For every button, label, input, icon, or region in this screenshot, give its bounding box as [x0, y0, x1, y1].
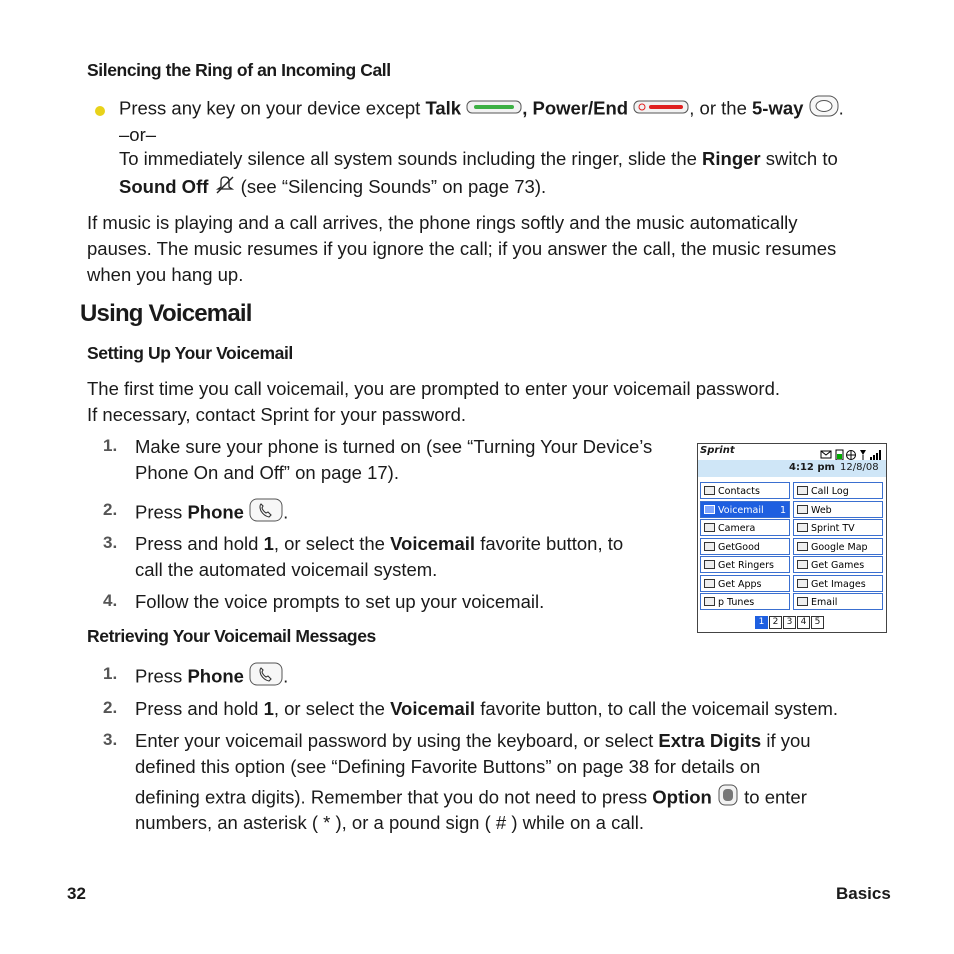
favorite-app-icon — [704, 505, 715, 514]
bullet-line-1 — [119, 95, 844, 124]
favorite-label: Call Log — [811, 486, 849, 497]
favorite-button[interactable] — [793, 593, 883, 610]
favorite-button[interactable] — [793, 482, 883, 499]
phone-label: Phone — [187, 665, 244, 687]
text: . — [838, 97, 844, 119]
music-paragraph-line-3: when you hang up. — [87, 264, 244, 285]
step-text — [135, 728, 811, 754]
favorite-button[interactable] — [793, 538, 883, 555]
or-separator: –or– — [119, 124, 157, 145]
step-number: 4. — [103, 591, 118, 610]
step-number: 2. — [103, 698, 118, 717]
text: if you — [761, 730, 811, 751]
talk-label: Talk — [425, 97, 462, 119]
favorite-button[interactable] — [700, 575, 790, 592]
bold-text: 1 — [263, 698, 274, 719]
favorite-button[interactable] — [700, 501, 790, 518]
text: Press and hold — [135, 698, 264, 719]
text: To immediately silence all system sounds including the ringer, slide the — [119, 148, 703, 169]
step-number: 1. — [103, 664, 118, 683]
favorite-label: Get Images — [811, 578, 866, 590]
favorite-button[interactable] — [793, 556, 883, 573]
music-paragraph-line-2: pauses. The music resumes if you ignore the call; if you answer the call, the music resumes — [87, 238, 837, 259]
favorite-label: Get Games — [811, 560, 865, 571]
favorite-app-icon — [704, 486, 715, 495]
step-number: 3. — [103, 730, 118, 749]
text: . — [283, 501, 289, 523]
favorite-label: Get Ringers — [718, 560, 774, 571]
fiveway-label: 5-way — [752, 97, 804, 119]
power-end-key-icon — [633, 97, 689, 123]
music-paragraph-line-1: If music is playing and a call arrives, the phone rings softly and the music automatically — [87, 212, 798, 233]
favorite-app-icon — [797, 486, 808, 495]
favorite-app-icon — [797, 523, 808, 532]
step-text — [135, 696, 838, 722]
bullet-marker — [95, 106, 105, 116]
favorite-app-icon — [797, 597, 808, 606]
favorite-app-icon — [704, 523, 715, 532]
phone-key-icon — [249, 498, 283, 529]
favorites-page-tab[interactable]: 1 — [755, 616, 768, 629]
favorites-page-tab[interactable]: 5 — [811, 616, 824, 629]
favorite-badge: 1 — [779, 504, 786, 516]
favorite-button[interactable] — [700, 593, 790, 610]
step-text — [135, 498, 288, 529]
phone-key-icon — [249, 662, 283, 693]
text: Press and hold — [135, 533, 264, 554]
text: (see “Silencing Sounds” on page 73). — [235, 176, 547, 197]
favorite-app-icon — [797, 579, 808, 588]
favorites-page-tab[interactable]: 4 — [797, 616, 810, 629]
text: favorite button, to call the voicemail system. — [475, 698, 839, 719]
favorite-app-icon — [797, 542, 808, 551]
favorite-button[interactable] — [700, 538, 790, 555]
clock-time: 4:12 pm — [789, 462, 835, 473]
time-bar — [698, 460, 886, 477]
step-text: Make sure your phone is turned on (see “Turning Your Device’s — [135, 436, 653, 457]
step-number: 3. — [103, 533, 118, 552]
favorite-app-icon — [797, 505, 808, 514]
subheading-retrieving: Retrieving Your Voicemail Messages — [87, 626, 376, 646]
step-text: defined this option (see “Defining Favorite Buttons” on page 38 for details on — [135, 756, 761, 777]
ringer-line — [119, 146, 838, 172]
step-number: 1. — [103, 436, 118, 455]
section-heading-silencing: Silencing the Ring of an Incoming Call — [87, 60, 391, 80]
text: , or select the — [273, 533, 391, 554]
favorite-button[interactable] — [793, 501, 883, 518]
favorite-label: Voicemail — [718, 504, 764, 516]
favorite-app-icon — [704, 542, 715, 551]
sound-off-label: Sound Off — [119, 176, 209, 197]
phone-favorites-screen — [697, 443, 887, 633]
favorites-page-tab[interactable]: 3 — [783, 616, 796, 629]
favorites-page-tab[interactable]: 2 — [769, 616, 782, 629]
favorite-button[interactable] — [700, 519, 790, 536]
favorite-label: GetGood — [718, 541, 760, 553]
favorite-button[interactable] — [793, 575, 883, 592]
favorite-button[interactable] — [793, 519, 883, 536]
intro-line-1: The first time you call voicemail, you are prompted to enter your voicemail password. — [87, 378, 781, 399]
step-text — [135, 784, 807, 813]
ringer-label: Ringer — [702, 148, 761, 169]
favorite-app-icon — [704, 560, 715, 569]
intro-line-2: If necessary, contact Sprint for your password. — [87, 404, 467, 425]
favorite-label: Get Apps — [718, 578, 762, 590]
status-bar — [698, 444, 886, 460]
step-text — [135, 662, 288, 693]
step-text: numbers, an asterisk ( * ), or a pound sign ( # ) while on a call. — [135, 812, 644, 833]
favorite-button[interactable] — [700, 482, 790, 499]
text: favorite button, to — [475, 533, 624, 554]
favorite-app-icon — [704, 597, 715, 606]
text: . — [283, 665, 289, 687]
favorite-label: Email — [811, 597, 838, 608]
text: Enter your voicemail password by using the keyboard, or select — [135, 730, 659, 751]
clock-date: 12/8/08 — [840, 462, 879, 473]
favorite-button[interactable] — [700, 556, 790, 573]
bold-text: Voicemail — [390, 533, 476, 554]
favorite-label: Google Map — [811, 541, 868, 553]
sound-off-line — [119, 174, 546, 202]
favorite-label: Sprint TV — [811, 523, 855, 534]
text: , or the — [689, 97, 752, 119]
step-number: 2. — [103, 500, 118, 519]
fiveway-navigator-icon — [809, 95, 839, 124]
step-text — [135, 531, 623, 557]
text: , or select the — [273, 698, 391, 719]
favorite-label: p Tunes — [718, 597, 755, 608]
section-heading-using-voicemail: Using Voicemail — [80, 300, 252, 327]
bold-text: Extra Digits — [658, 730, 762, 751]
favorite-app-icon — [704, 579, 715, 588]
phone-label: Phone — [187, 501, 244, 523]
text: to enter — [739, 786, 807, 808]
text: switch to — [760, 148, 838, 169]
carrier-name: Sprint — [700, 445, 735, 456]
bold-text: Voicemail — [390, 698, 476, 719]
power-end-label: , Power/End — [522, 97, 629, 119]
favorite-label: Web — [811, 504, 832, 516]
step-text: call the automated voicemail system. — [135, 559, 438, 580]
favorite-label: Contacts — [718, 486, 760, 497]
text: Press any key on your device except — [119, 97, 426, 119]
page-number: 32 — [67, 884, 86, 903]
step-text: Phone On and Off” on page 17). — [135, 462, 399, 483]
bold-text: 1 — [263, 533, 274, 554]
option-key-icon — [717, 784, 739, 813]
section-name: Basics — [836, 884, 891, 903]
text: Press — [135, 665, 188, 687]
talk-key-icon — [466, 97, 522, 123]
subheading-setting-up: Setting Up Your Voicemail — [87, 343, 293, 363]
text: Press — [135, 501, 188, 523]
sound-off-icon — [214, 175, 236, 202]
option-label: Option — [652, 786, 712, 808]
favorite-app-icon — [797, 560, 808, 569]
favorite-label: Camera — [718, 523, 756, 534]
text: defining extra digits). Remember that you do not need to press — [135, 786, 653, 808]
step-text: Follow the voice prompts to set up your voicemail. — [135, 591, 545, 612]
